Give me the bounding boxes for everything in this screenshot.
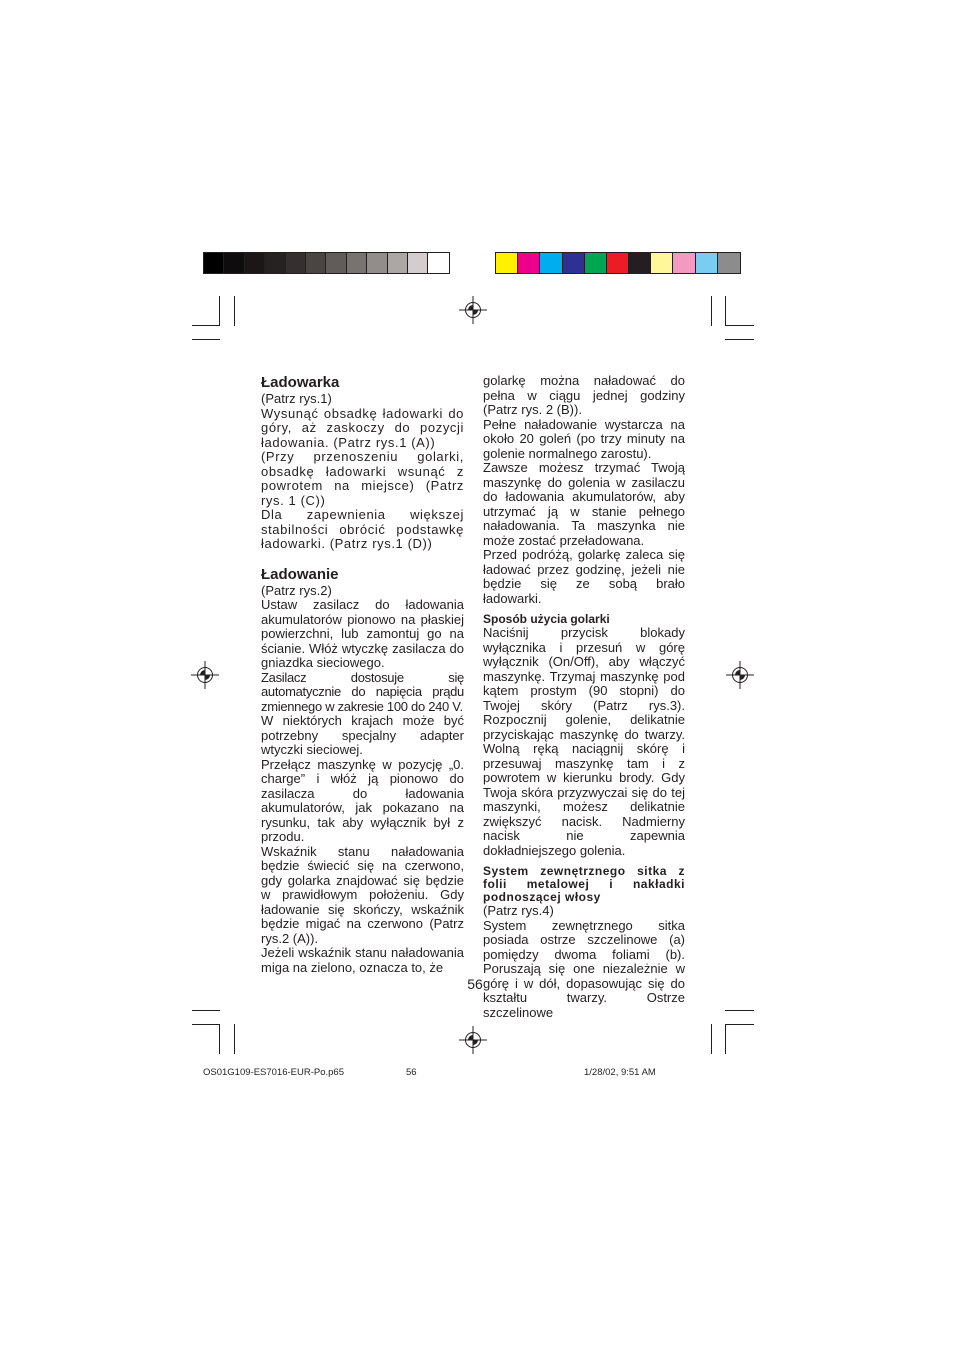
- right-column: [483, 374, 685, 1020]
- paragraph: Naciśnij przycisk blokady wyłącznika i przesuń w górę wyłącznik (On/Off), aby włączyć maszynkę. Trzymaj maszynkę pod kątem prostym (90 stopni) do Twojej skóry (Patrz rys.3). Rozpocznij golenie, delikatnie przyciskając maszynkę do twarzy. Wolną ręką naciągnij skórę i przesuwaj maszynkę tam i z powrotem w kierunku brody. Gdy Twoja skóra przyzwyczai się do tej maszynki, możesz delikatnie zwiększyć nacisk. Nadmierny nacisk nie zapewnia dokładniejszego golenia.: [483, 625, 685, 858]
- paragraph: Ustaw zasilacz do ładowania akumulatorów pionowo na płaskiej powierzchni, lub zamontuj go na ścianie. Włóż wtyczkę zasilacza do gniazdka sieciowego.: [261, 597, 464, 670]
- color-swatch: [367, 253, 387, 273]
- paragraph: Zawsze możesz trzymać Twoją maszynkę do golenia w zasilaczu do ładowania akumulatorów, aby utrzymać ją w stanie pełnego naładowania. Ta maszynka nie może zostać przeładowana.: [483, 460, 685, 548]
- paragraph: (Patrz rys.2): [261, 582, 332, 598]
- crop-mark: [192, 1024, 220, 1025]
- paragraph: System zewnętrznego sitka posiada ostrze szczelinowe (a) pomiędzy dwoma foliami (b). Poruszają się one niezależnie w górę i w dół, dopasowując się do kształtu twarzy. Ostrze szczelinowe: [483, 917, 685, 1020]
- color-swatch: [306, 253, 326, 273]
- page-number: 56: [467, 976, 483, 992]
- color-swatch: [651, 253, 673, 273]
- crop-mark: [725, 1024, 754, 1025]
- grayscale-color-bar: [203, 252, 450, 274]
- process-color-bar: [495, 252, 741, 274]
- footer-timestamp: 1/28/02, 9:51 AM: [584, 1067, 656, 1078]
- color-swatch: [245, 253, 265, 273]
- registration-mark-icon: [726, 661, 754, 689]
- color-swatch: [347, 253, 367, 273]
- paragraph: Zasilacz dostosuje się automatycznie do napięcia prądu zmiennego w zakresie 100 do 240 V.: [261, 669, 464, 714]
- color-swatch: [673, 253, 695, 273]
- color-swatch: [496, 253, 518, 273]
- color-swatch: [518, 253, 540, 273]
- color-swatch: [563, 253, 585, 273]
- section-heading: Ładowarka: [261, 374, 340, 391]
- crop-mark: [234, 1024, 235, 1054]
- left-column: [261, 374, 464, 975]
- crop-mark: [219, 1024, 220, 1054]
- color-swatch: [224, 253, 244, 273]
- color-swatch: [388, 253, 408, 273]
- registration-mark-icon: [459, 296, 487, 324]
- crop-mark: [711, 296, 712, 326]
- crop-mark: [192, 325, 220, 326]
- footer-page: 56: [406, 1067, 417, 1078]
- registration-mark-icon: [191, 661, 219, 689]
- crop-mark: [725, 1010, 754, 1011]
- color-swatch: [408, 253, 428, 273]
- subheading: Sposób użycia golarki: [483, 612, 610, 626]
- crop-mark: [711, 1024, 712, 1054]
- crop-mark: [725, 296, 726, 326]
- crop-mark: [192, 1010, 220, 1011]
- footer-filename: OS01G109-ES7016-EUR-Po.p65: [203, 1067, 344, 1078]
- paragraph: Przełącz maszynkę w pozycję „0. charge” i włóż ją pionowo do zasilacza do ładowania akumulatorów, jak pokazano na rysunku, tak aby wyłącznik był z przodu.: [261, 756, 464, 844]
- paragraph: Pełne naładowanie wystarcza na około 20 goleń (po trzy minuty na golenie normalnego zarostu).: [483, 416, 685, 461]
- paragraph: W niektórych krajach może być potrzebny specjalny adapter wtyczki sieciowej.: [261, 713, 464, 757]
- registration-mark-icon: [459, 1026, 487, 1054]
- color-swatch: [718, 253, 740, 273]
- color-swatch: [265, 253, 285, 273]
- section-heading: Ładowanie: [261, 565, 339, 583]
- crop-mark: [725, 325, 754, 326]
- paragraph: (Patrz rys.1): [261, 391, 332, 406]
- paragraph: Jeżeli wskaźnik stanu naładowania miga na zielono, oznacza to, że: [261, 945, 464, 975]
- crop-mark: [234, 296, 235, 326]
- subheading: System zewnętrznego sitka z folii metalowej i nakładki podnoszącej włosy: [483, 864, 685, 904]
- crop-mark: [219, 296, 220, 326]
- paragraph: (Przy przenoszeniu golarki, obsadkę ładowarki wsunąć z powrotem na miejsce) (Patrz rys. 1 (C)): [261, 449, 464, 508]
- color-swatch: [428, 253, 448, 273]
- paragraph: (Patrz rys.4): [483, 903, 554, 918]
- color-swatch: [204, 253, 224, 273]
- color-swatch: [696, 253, 718, 273]
- crop-mark: [725, 1024, 726, 1054]
- color-swatch: [326, 253, 346, 273]
- paragraph: golarkę można naładować do pełna w ciągu jednej godziny (Patrz rys. 2 (B)).: [483, 373, 685, 417]
- paragraph: Wskaźnik stanu naładowania będzie świecić się na czerwono, gdy golarka znajdować się będzie w prawidłowym położeniu. Gdy ładowanie się skończy, wskaźnik będzie migać na czerwono (Patrz rys.2 (A)).: [261, 843, 464, 946]
- color-swatch: [286, 253, 306, 273]
- paragraph: Wysunąć obsadkę ładowarki do góry, aż zaskoczy do pozycji ładowania. (Patrz rys.1 (A)): [261, 405, 464, 450]
- crop-mark: [192, 339, 220, 340]
- paragraph: Przed podróżą, golarkę zaleca się ładować przez godzinę, jeżeli nie będzie się ze sobą brało ładowarki.: [483, 547, 685, 606]
- crop-mark: [725, 339, 754, 340]
- color-swatch: [585, 253, 607, 273]
- color-swatch: [607, 253, 629, 273]
- color-swatch: [629, 253, 651, 273]
- paragraph: Dla zapewnienia większej stabilności obrócić podstawkę ładowarki. (Patrz rys.1 (D)): [261, 507, 464, 551]
- color-swatch: [540, 253, 562, 273]
